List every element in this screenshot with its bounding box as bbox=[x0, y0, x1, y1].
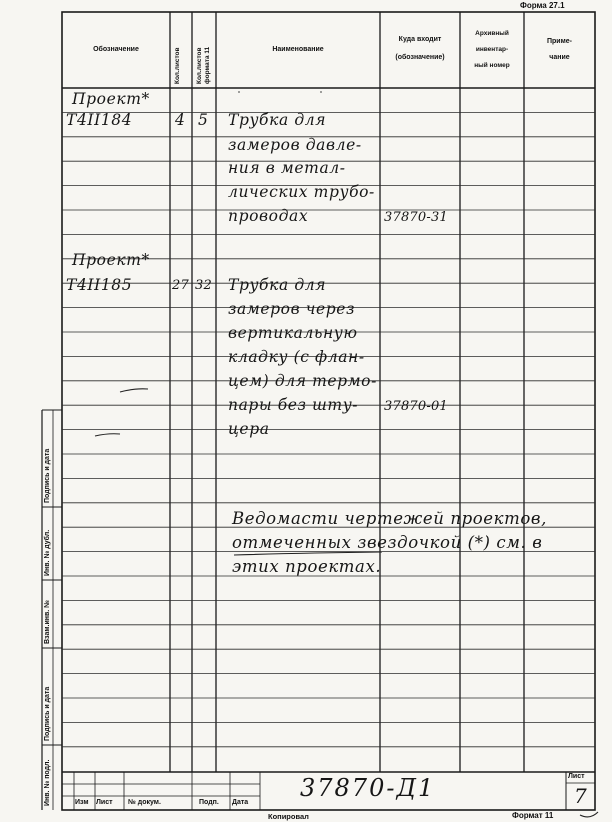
note-line-3: этих проектах. bbox=[232, 557, 382, 576]
tb-data: Дата bbox=[232, 799, 249, 806]
header-sheet-count: Кол.листов bbox=[174, 47, 181, 84]
header-designation: Обозначение bbox=[93, 46, 139, 53]
header-format-count: Кол.листов формата 11 bbox=[196, 46, 211, 84]
project1-name-5: проводах bbox=[228, 207, 309, 225]
header-where-1: Куда входит bbox=[398, 36, 442, 43]
project2-name-2: замеров через bbox=[228, 300, 356, 318]
form-label: Форма 27.1 bbox=[520, 1, 565, 10]
project1-name-2: замеров давле- bbox=[228, 136, 362, 154]
sheet-number: 7 bbox=[574, 784, 588, 808]
project1-where: 37870-31 bbox=[384, 210, 448, 225]
project1-code: Т4II184 bbox=[66, 111, 133, 129]
side-signature-date-2: Подпись и дата bbox=[44, 686, 51, 741]
project1-name-1: Трубка для bbox=[228, 111, 327, 129]
project2-where: 37870-01 bbox=[384, 399, 448, 414]
project2-label: Проект* bbox=[72, 251, 150, 269]
project2-name-1: Трубка для bbox=[228, 276, 327, 294]
header-archive-2: инвентар- bbox=[475, 46, 509, 53]
project1-sheets: 4 bbox=[175, 111, 186, 129]
side-inv-podl: Инв. № подл. bbox=[44, 759, 51, 806]
project2-name-7: цера bbox=[228, 420, 270, 438]
header-archive-1: Архивный bbox=[475, 30, 509, 37]
project1-format: 5 bbox=[198, 111, 209, 129]
side-signature-date-1: Подпись и дата bbox=[44, 448, 51, 503]
project2-sheets: 27 bbox=[172, 278, 189, 293]
note-line-2: отмеченных звездочкой (*) см. в bbox=[232, 533, 543, 552]
project2-name-4: кладку (с флан- bbox=[228, 348, 365, 366]
document-code: 37870-Д1 bbox=[300, 774, 436, 802]
project1-name-3: ния в метал- bbox=[228, 159, 346, 177]
note-line-1: Ведомасти чертежей проектов, bbox=[232, 509, 547, 528]
footer-copied: Копировал bbox=[268, 812, 309, 821]
project2-name-6: пары без шту- bbox=[228, 396, 359, 414]
project1-name-4: лических трубо- bbox=[228, 183, 375, 201]
header-notes-2: чание bbox=[549, 54, 570, 61]
project2-code: Т4II185 bbox=[66, 276, 133, 294]
side-vzam-inv: Взам.инв. № bbox=[44, 600, 51, 644]
project2-format: 32 bbox=[195, 278, 212, 293]
tb-izm: Изм bbox=[75, 799, 89, 806]
tb-sheet-label: Лист bbox=[568, 773, 585, 780]
project1-label: Проект* bbox=[72, 90, 150, 108]
header-notes-1: Приме- bbox=[546, 38, 572, 45]
header-where-2: (обозначение) bbox=[395, 54, 445, 61]
footer-format: Формат 11 bbox=[512, 811, 554, 820]
header-archive-3: ный номер bbox=[474, 62, 510, 69]
side-inv-dubl: Инв. № дубл. bbox=[44, 529, 51, 576]
tb-podp: Подп. bbox=[199, 799, 219, 806]
tb-doc-no: № докум. bbox=[128, 799, 161, 806]
project2-name-3: вертикальную bbox=[228, 324, 358, 342]
header-name: Наименование bbox=[272, 46, 324, 53]
tb-list: Лист bbox=[96, 799, 113, 806]
project2-name-5: цем) для термо- bbox=[228, 372, 377, 390]
